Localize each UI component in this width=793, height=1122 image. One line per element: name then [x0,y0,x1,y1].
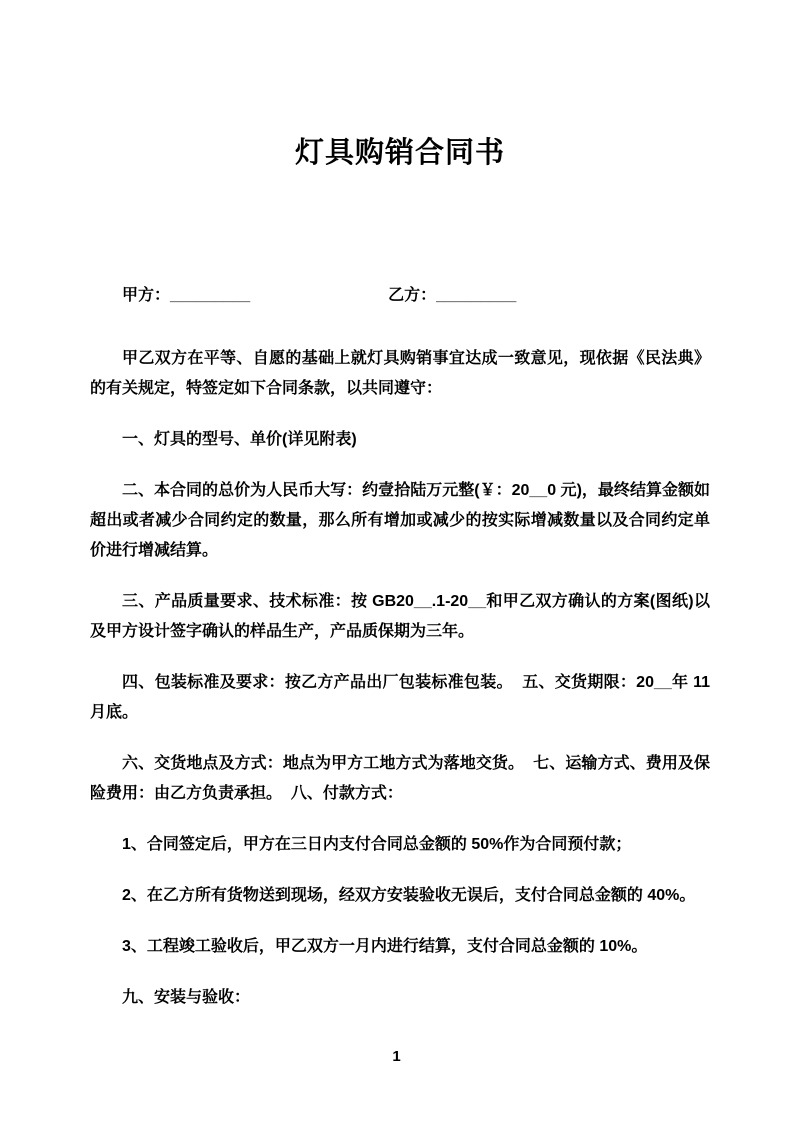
party-line [90,281,710,311]
contract-paragraph: 甲乙双方在平等、自愿的基础上就灯具购销事宜达成一致意见，现依据《民法典》的有关规定，特签定如下合同条款，以共同遵守： [90,350,710,397]
party-a-blank: _________ [170,287,251,304]
contract-paragraph: 2、在乙方所有货物送到现场，经双方安装验收无误后，支付合同总金额的 40%。 [122,887,696,904]
contract-paragraph: 六、交货地点及方式：地点为甲方工地方式为落地交货。 七、运输方式、费用及保险费用：由乙方负责承担。 八、付款方式： [90,755,710,802]
contract-paragraph: 一、灯具的型号、单价(详见附表) [122,431,357,448]
contract-body [90,344,715,1013]
contract-paragraph: 1、合同签定后，甲方在三日内支付合同总金额的 50%作为合同预付款； [122,836,632,853]
contract-paragraph: 九、安装与验收： [122,989,251,1006]
page-title: 灯具购销合同书 [294,137,505,169]
contract-content [0,136,793,1013]
contract-paragraph: 3、工程竣工验收后，甲乙双方一月内进行结算，支付合同总金额的 10%。 [122,938,648,955]
contract-paragraph: 二、本合同的总价为人民币大写：约壹拾陆万元整(￥：20__0 元)，最终结算金额如超出或者减少合同约定的数量，那么所有增加或减少的按实际增减数量以及合同约定单价进行增减结算。 [90,482,710,559]
party-a-label: 甲方： [122,287,171,304]
page-number: 1 [392,1048,401,1065]
contract-paragraph: 三、产品质量要求、技术标准：按 GB20__.1-20__和甲乙双方确认的方案(图纸)以及甲方设计签字确认的样品生产，产品质保期为三年。 [90,593,710,640]
contract-paragraph: 四、包装标准及要求：按乙方产品出厂包装标准包装。 五、交货期限：20__年 11 月底。 [90,674,715,721]
party-b-blank: _________ [436,287,517,304]
party-b-label: 乙方： [388,287,437,304]
